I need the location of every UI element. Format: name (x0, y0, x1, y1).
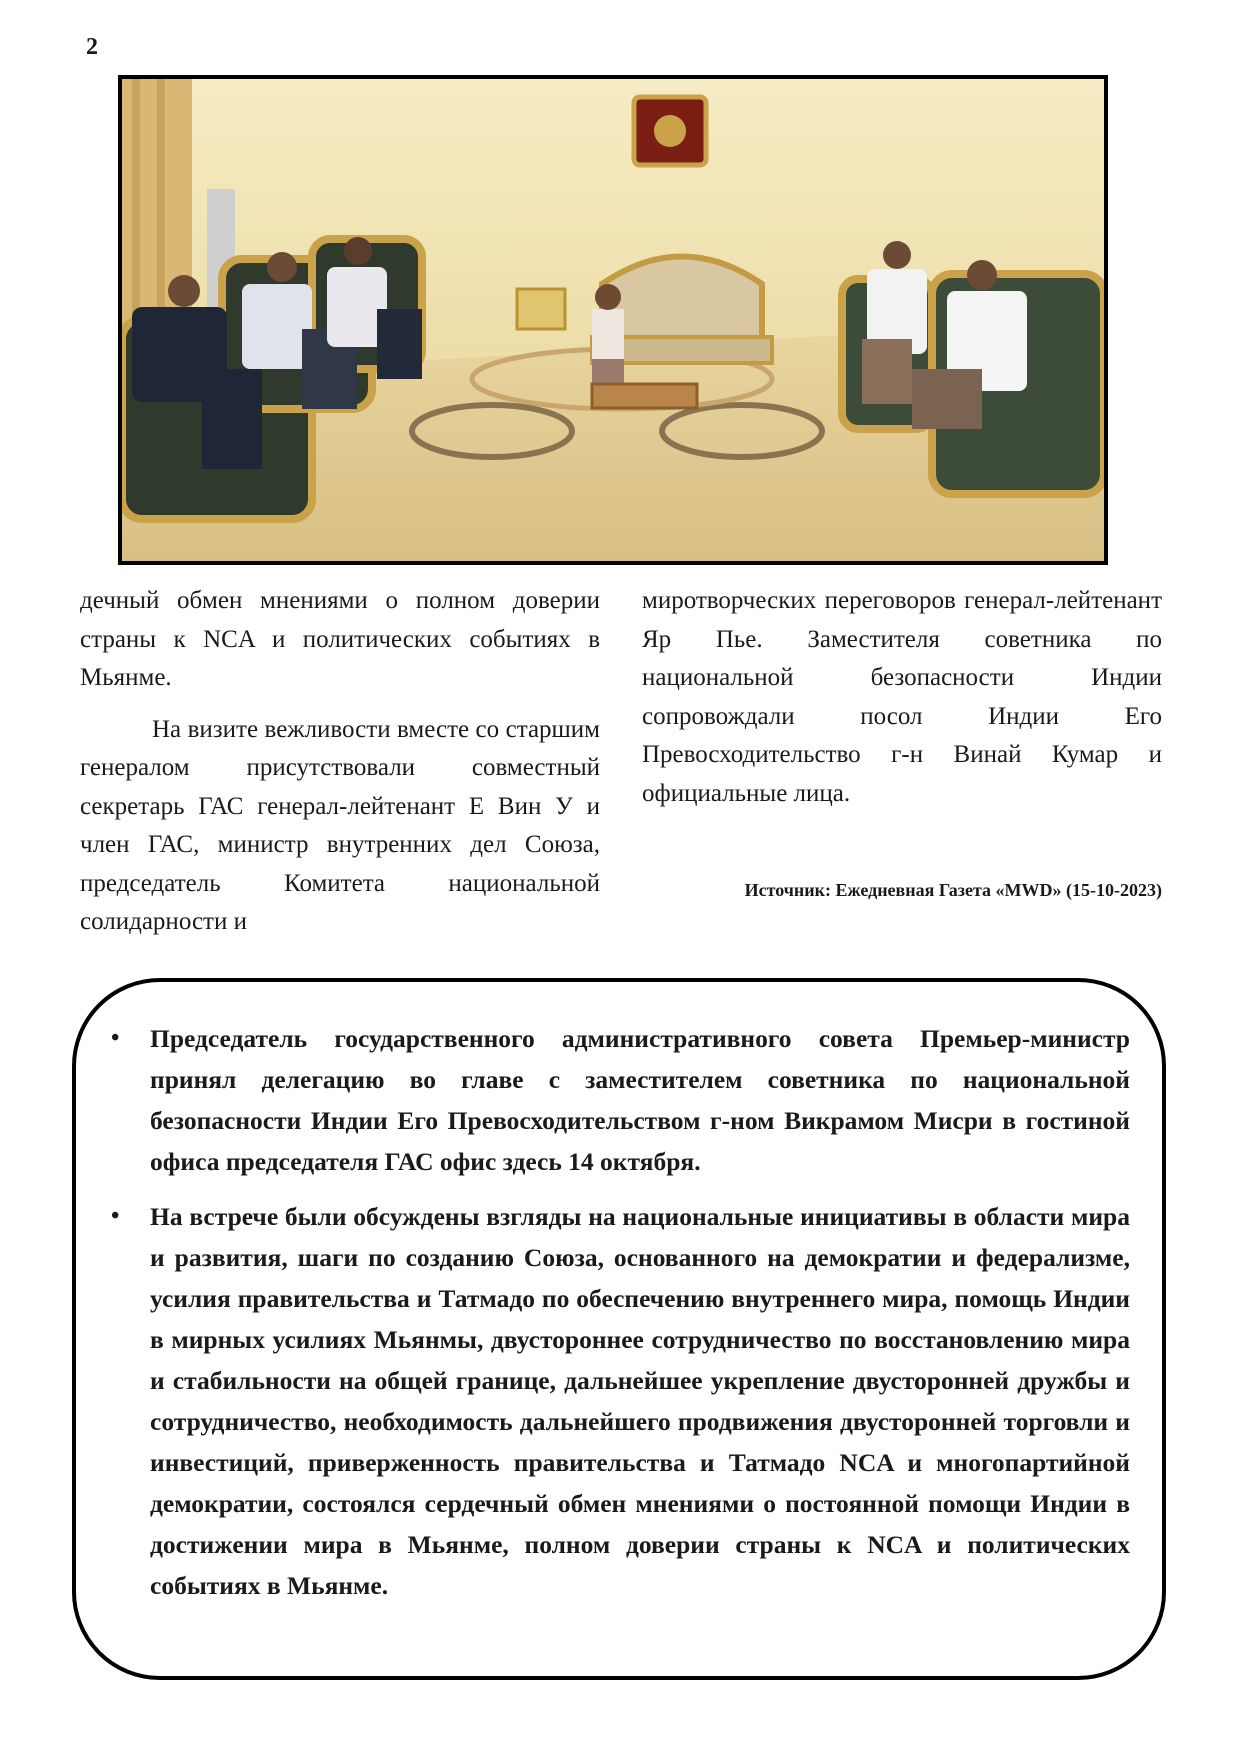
paragraph: На визите вежливости вместе со старшим генералом присутствовали совместный секретарь ГАС генерал-лейтенант Е Вин У и член ГАС, министр внутренних дел Союза, председатель Комитета национальной солидарности и (80, 715, 600, 935)
right-column (642, 582, 1162, 813)
bullet-icon: • (111, 1025, 120, 1051)
paragraph: дечный обмен мнениями о полном доверии страны к NCA и политических событиях в Мьянме. (80, 587, 600, 691)
source-credit: Источник: Ежедневная Газета «MWD» (15-10-2023) (744, 880, 1162, 900)
meeting-photo-icon (122, 79, 1104, 561)
page-number: 2 (86, 34, 98, 60)
summary-box (72, 978, 1166, 1680)
list-item (111, 1196, 1130, 1606)
list-item (111, 1018, 1130, 1182)
summary-list (111, 1018, 1130, 1620)
paragraph: миротворческих переговоров генерал-лейтенант Яр Пье. Заместителя советника по национальной безопасности Индии сопровождали посол Индии Его Превосходительство г-н Винай Кумар и официальные лица. (642, 587, 1162, 807)
list-item-text: Председатель государственного административного совета Премьер-министр принял делегацию во главе с заместителем советника по национальной безопасности Индии Его Превосходительством г-ном Викрамом Мисри в гостиной офиса председателя ГАС офис здесь 14 октября. (150, 1024, 1130, 1176)
list-item-text: На встрече были обсуждены взгляды на национальные инициативы в области мира и развития, шаги по созданию Союза, основанного на демократии и федерализме, усилия правительства и Татмадо по обеспечению внутреннего мира, помощь Индии в мирных усилиях Мьянмы, двустороннее сотрудничество по восстановлению мира и стабильности на общей границе, дальнейшее укрепление двусторонней дружбы и сотрудничество, необходимость дальнейшего продвижения двусторонней торговли и инвестиций, приверженность правительства и Татмадо NCA и многопартийной демократии, состоялся сердечный обмен мнениями о постоянной помощи Индии в достижении мира в Мьянме, полном доверии страны к NCA и политических событиях в Мьянме. (150, 1202, 1130, 1600)
left-column (80, 582, 600, 942)
meeting-photo (118, 75, 1108, 565)
bullet-icon: • (111, 1203, 120, 1229)
